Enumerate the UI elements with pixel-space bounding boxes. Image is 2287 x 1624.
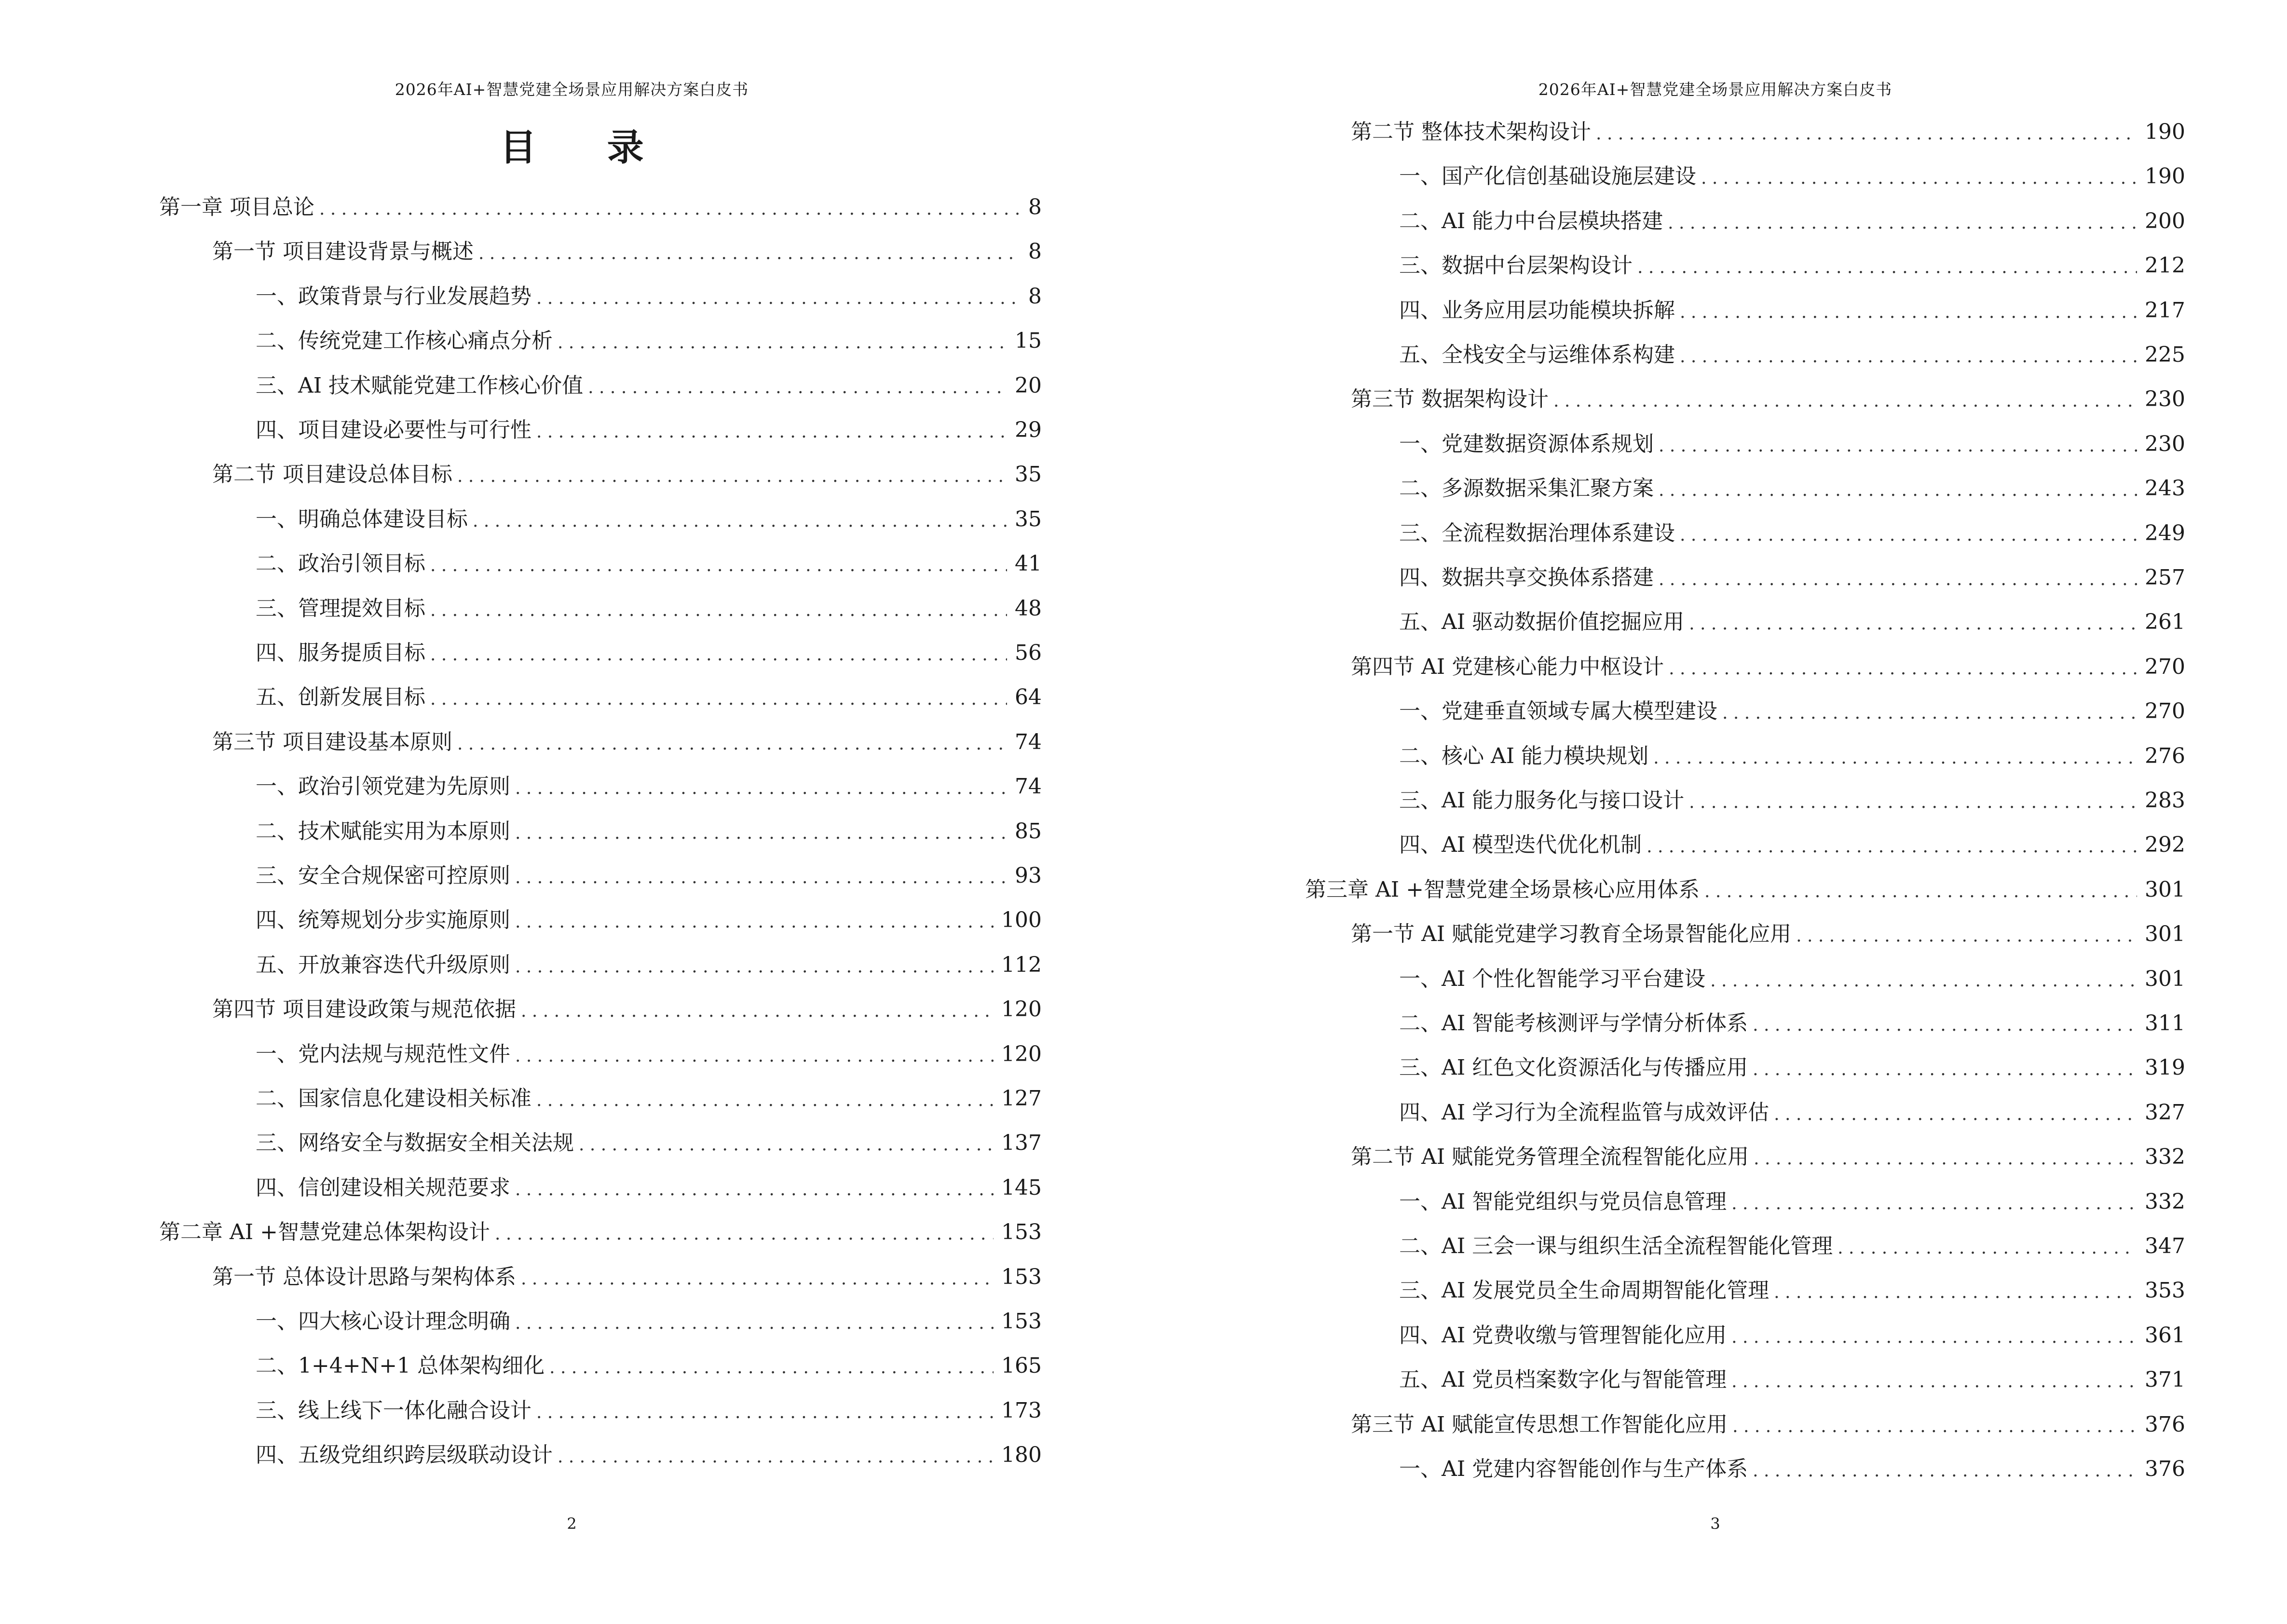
toc-entry[interactable]: [1351, 118, 2185, 147]
dot-leader: [1689, 612, 2137, 637]
toc-entry-title: 三、网络安全与数据安全相关法规: [256, 1131, 574, 1156]
dot-leader: [1680, 523, 2137, 548]
toc-entry[interactable]: [212, 995, 1042, 1024]
toc-entry[interactable]: [256, 1351, 1042, 1380]
toc-entry[interactable]: [1351, 1410, 2185, 1439]
toc-entry[interactable]: [1399, 1276, 2185, 1305]
toc-entry[interactable]: [1351, 920, 2185, 949]
toc-entry-page-number: 15: [1015, 328, 1042, 354]
toc-entry-page-number: 153: [1001, 1309, 1042, 1334]
running-header: 2026年AI+智慧党建全场景应用解决方案白皮书: [1538, 80, 1892, 99]
toc-entry-title: 五、AI 驱动数据价值挖掘应用: [1399, 610, 1685, 635]
dot-leader: [1753, 1459, 2137, 1484]
toc-entry-page-number: 48: [1015, 596, 1042, 621]
toc-entry-page-number: 8: [1028, 284, 1042, 309]
toc-entry-title: 第三节 项目建设基本原则: [212, 729, 452, 754]
toc-entry-page-number: 93: [1015, 863, 1042, 888]
toc-entry-title: 二、政治引领目标: [256, 551, 425, 576]
toc-entry-title: 三、数据中台层架构设计: [1399, 253, 1633, 278]
toc-entry-title: 三、安全合规保密可控原则: [256, 863, 510, 888]
toc-entry-page-number: 230: [2145, 387, 2185, 412]
dot-leader: [1731, 1369, 2137, 1394]
toc-entry-page-number: 301: [2145, 966, 2185, 991]
toc-entry[interactable]: [1399, 251, 2185, 280]
toc-entry[interactable]: [1399, 1232, 2185, 1261]
toc-entry-page-number: 35: [1015, 462, 1042, 487]
dot-leader: [536, 1088, 994, 1113]
toc-entry[interactable]: [1399, 296, 2185, 325]
toc-entry-page-number: 217: [2145, 298, 2185, 323]
dot-leader: [1731, 1191, 2137, 1216]
dot-leader: [1710, 969, 2137, 994]
toc-entry-title: 五、创新发展目标: [256, 685, 425, 710]
toc-entry-page-number: 225: [2145, 342, 2185, 367]
toc-entry[interactable]: [1399, 1009, 2185, 1038]
toc-entry-page-number: 120: [1001, 997, 1042, 1022]
toc-entry-title: 第四节 AI 党建核心能力中枢设计: [1351, 654, 1664, 679]
dot-leader: [549, 1355, 994, 1380]
dot-leader: [457, 464, 1007, 489]
toc-entry-page-number: 64: [1015, 685, 1042, 710]
dot-leader: [1722, 701, 2137, 726]
toc-entry-title: 一、AI 党建内容智能创作与生产体系: [1399, 1457, 1748, 1481]
right-page: [1144, 0, 2287, 1624]
toc-entry[interactable]: [1399, 786, 2185, 815]
toc-entry-page-number: 35: [1015, 506, 1042, 532]
toc-entry[interactable]: [212, 460, 1042, 489]
dot-leader: [558, 330, 1007, 355]
toc-entry-page-number: 301: [2145, 877, 2185, 902]
toc-entry-page-number: 371: [2145, 1367, 2185, 1392]
dot-leader: [536, 286, 1021, 311]
dot-leader: [515, 865, 1007, 890]
toc-entry-title: 五、开放兼容迭代升级原则: [256, 952, 510, 977]
toc-entry-page-number: 243: [2145, 476, 2185, 501]
toc-entry[interactable]: [256, 282, 1042, 311]
toc-entry-title: 第二节 整体技术架构设计: [1351, 120, 1591, 144]
toc-entry-page-number: 257: [2145, 565, 2185, 590]
toc-entry[interactable]: [1399, 430, 2185, 459]
toc-entry-page-number: 261: [2145, 610, 2185, 635]
toc-entry-title: 一、AI 个性化智能学习平台建设: [1399, 966, 1706, 991]
toc-entry-page-number: 249: [2145, 520, 2185, 546]
toc-entry-page-number: 173: [1001, 1398, 1042, 1423]
toc-entry-title: 三、AI 技术赋能党建工作核心价值: [256, 373, 584, 398]
toc-entry-page-number: 74: [1015, 729, 1042, 754]
toc-entry-title: 四、AI 模型迭代优化机制: [1399, 832, 1642, 858]
toc-entry-page-number: 276: [2145, 743, 2185, 768]
toc-entry-page-number: 292: [2145, 832, 2185, 858]
toc-entry[interactable]: [256, 1307, 1042, 1336]
dot-leader: [536, 420, 1007, 445]
toc-entry[interactable]: [212, 1263, 1042, 1292]
toc-entry-title: 一、党建垂直领域专属大模型建设: [1399, 699, 1717, 724]
toc-entry-title: 第一节 项目建设背景与概述: [212, 239, 474, 264]
toc-entry-page-number: 190: [2145, 164, 2185, 189]
dot-leader: [1774, 1102, 2137, 1127]
toc-entry-title: 四、五级党组织跨层级联动设计: [256, 1443, 553, 1468]
toc-entry[interactable]: [1399, 1365, 2185, 1394]
toc-entry-title: 一、AI 智能党组织与党员信息管理: [1399, 1189, 1727, 1214]
toc-entry-title: 四、数据共享交换体系搭建: [1399, 565, 1654, 590]
toc-entry[interactable]: [1399, 1053, 2185, 1082]
dot-leader: [430, 642, 1007, 668]
dot-leader: [536, 1400, 994, 1425]
toc-entry-title: 四、AI 学习行为全流程监管与成效评估: [1399, 1100, 1770, 1125]
dot-leader: [588, 375, 1007, 400]
toc-entry-page-number: 270: [2145, 654, 2185, 679]
dot-leader: [1659, 434, 2137, 459]
toc-entry-title: 四、信创建设相关规范要求: [256, 1175, 510, 1200]
dot-leader: [1732, 1414, 2137, 1439]
toc-entry-title: 三、AI 能力服务化与接口设计: [1399, 788, 1685, 813]
toc-entry-title: 四、业务应用层功能模块拆解: [1399, 298, 1675, 323]
dot-leader: [1754, 1146, 2137, 1172]
toc-entry[interactable]: [256, 772, 1042, 801]
toc-entry-title: 五、全栈安全与运维体系构建: [1399, 342, 1675, 367]
toc-entry-title: 二、传统党建工作核心痛点分析: [256, 328, 553, 354]
dot-leader: [1669, 656, 2137, 682]
dot-leader: [1637, 255, 2137, 280]
dot-leader: [430, 553, 1007, 578]
toc-entry-title: 一、四大核心设计理念明确: [256, 1309, 510, 1334]
dot-leader: [1689, 790, 2137, 815]
toc-entry-title: 三、AI 发展党员全生命周期智能化管理: [1399, 1278, 1770, 1303]
toc-entry-title: 四、项目建设必要性与可行性: [256, 418, 531, 442]
dot-leader: [1796, 924, 2137, 949]
toc-entry-title: 第二节 项目建设总体目标: [212, 462, 452, 487]
dot-leader: [495, 1222, 994, 1247]
toc-entry-page-number: 153: [1001, 1220, 1042, 1245]
toc-entry[interactable]: [1399, 608, 2185, 637]
toc-entry-page-number: 20: [1015, 373, 1042, 398]
toc-entry-title: 第三章 AI +智慧党建全场景核心应用体系: [1305, 877, 1700, 902]
dot-leader: [478, 241, 1021, 266]
toc-entry[interactable]: [1399, 162, 2185, 191]
toc-entry[interactable]: [1351, 653, 2185, 682]
toc-entry-page-number: 85: [1015, 819, 1042, 844]
toc-entry-title: 第二节 AI 赋能党务管理全流程智能化应用: [1351, 1145, 1749, 1170]
toc-entry-title: 三、全流程数据治理体系建设: [1399, 520, 1675, 546]
dot-leader: [515, 955, 994, 980]
toc-entry-page-number: 301: [2145, 922, 2185, 947]
toc-entry[interactable]: [256, 1174, 1042, 1202]
dot-leader: [430, 598, 1007, 623]
toc-entry-title: 第一节 总体设计思路与架构体系: [212, 1264, 516, 1289]
toc-entry[interactable]: [159, 1218, 1042, 1247]
toc-entry-title: 二、AI 三会一课与组织生活全流程智能化管理: [1399, 1234, 1833, 1258]
toc-entry-title: 第四节 项目建设政策与规范依据: [212, 997, 516, 1022]
dot-leader: [1668, 211, 2137, 236]
toc-entry[interactable]: [256, 817, 1042, 846]
dot-leader: [1680, 344, 2137, 369]
toc-entry[interactable]: [256, 1040, 1042, 1069]
toc-entry-page-number: 319: [2145, 1055, 2185, 1080]
toc-entry[interactable]: [256, 683, 1042, 712]
toc-entry[interactable]: [159, 193, 1042, 222]
toc-entry[interactable]: [256, 1441, 1042, 1470]
toc-entry[interactable]: [1399, 1187, 2185, 1216]
dot-leader: [1647, 834, 2137, 860]
running-header: 2026年AI+智慧党建全场景应用解决方案白皮书: [395, 80, 749, 99]
dot-leader: [521, 999, 994, 1024]
toc-entry-page-number: 8: [1028, 239, 1042, 264]
toc-entry-page-number: 327: [2145, 1100, 2185, 1125]
toc-entry[interactable]: [1399, 1098, 2185, 1127]
dot-leader: [579, 1133, 994, 1158]
dot-leader: [319, 197, 1021, 222]
dot-leader: [1553, 389, 2137, 414]
toc-entry-page-number: 332: [2145, 1145, 2185, 1170]
toc-entry-title: 第一章 项目总论: [159, 195, 314, 219]
toc-entry-page-number: 200: [2145, 208, 2185, 233]
dot-leader: [515, 910, 994, 935]
toc-entry-page-number: 190: [2145, 120, 2185, 144]
toc-entry[interactable]: [256, 951, 1042, 980]
toc-entry[interactable]: [256, 906, 1042, 935]
dot-leader: [515, 821, 1007, 846]
toc-entry[interactable]: [212, 237, 1042, 266]
toc-entry-page-number: 353: [2145, 1278, 2185, 1303]
toc-entry[interactable]: [256, 861, 1042, 890]
dot-leader: [1704, 879, 2137, 904]
toc-entry-title: 第一节 AI 赋能党建学习教育全场景智能化应用: [1351, 922, 1792, 947]
toc-entry[interactable]: [256, 505, 1042, 534]
toc-entry-title: 五、AI 党员档案数字化与智能管理: [1399, 1367, 1727, 1392]
toc-entry-title: 一、党内法规与规范性文件: [256, 1041, 510, 1066]
toc-entry-title: 一、政治引领党建为先原则: [256, 774, 510, 799]
toc-entry-page-number: 29: [1015, 418, 1042, 442]
toc-entry[interactable]: [256, 327, 1042, 355]
dot-leader: [1753, 1057, 2137, 1082]
dot-leader: [1680, 300, 2137, 325]
toc-entry[interactable]: [256, 639, 1042, 668]
toc-entry-page-number: 41: [1015, 551, 1042, 576]
toc-entry-title: 二、1+4+N+1 总体架构细化: [256, 1353, 545, 1378]
toc-entry-page-number: 180: [1001, 1443, 1042, 1468]
dot-leader: [1774, 1280, 2137, 1305]
toc-entry-title: 第三节 数据架构设计: [1351, 387, 1549, 412]
toc-entry[interactable]: [1399, 1455, 2185, 1484]
dot-leader: [515, 776, 1007, 801]
dot-leader: [521, 1267, 994, 1292]
toc-entry-title: 三、AI 红色文化资源活化与传播应用: [1399, 1055, 1748, 1080]
toc-entry[interactable]: [1351, 1143, 2185, 1172]
toc-entry-title: 二、国家信息化建设相关标准: [256, 1086, 531, 1111]
dot-leader: [1753, 1013, 2137, 1038]
dot-leader: [558, 1445, 994, 1470]
toc-entry-page-number: 283: [2145, 788, 2185, 813]
toc-entry-page-number: 332: [2145, 1189, 2185, 1214]
dot-leader: [1701, 166, 2137, 191]
toc-entry[interactable]: [256, 371, 1042, 400]
toc-entry-title: 三、管理提效目标: [256, 596, 425, 621]
toc-entry-title: 一、国产化信创基础设施层建设: [1399, 164, 1696, 189]
toc-entry[interactable]: [1399, 697, 2185, 726]
toc-entry[interactable]: [1399, 965, 2185, 994]
toc-entry-page-number: 145: [1001, 1175, 1042, 1200]
toc-entry-title: 二、AI 智能考核测评与学情分析体系: [1399, 1011, 1748, 1036]
toc-entry[interactable]: [1399, 207, 2185, 236]
toc-entry-title: 一、明确总体建设目标: [256, 506, 468, 532]
dot-leader: [1659, 478, 2137, 503]
page-number: 2: [567, 1515, 577, 1533]
toc-entry[interactable]: [256, 416, 1042, 445]
toc-entry-page-number: 74: [1015, 774, 1042, 799]
dot-leader: [473, 509, 1007, 534]
toc-entry-title: 四、统筹规划分步实施原则: [256, 908, 510, 933]
toc-entry-page-number: 100: [1001, 908, 1042, 933]
toc-entry[interactable]: [1399, 563, 2185, 592]
toc-entry-title: 第二章 AI +智慧党建总体架构设计: [159, 1220, 490, 1245]
toc-entry-page-number: 376: [2145, 1412, 2185, 1437]
toc-entry[interactable]: [256, 1396, 1042, 1425]
toc-entry[interactable]: [1399, 474, 2185, 503]
toc-entry-title: 一、党建数据资源体系规划: [1399, 431, 1654, 456]
toc-entry-title: 二、多源数据采集汇聚方案: [1399, 476, 1654, 501]
dot-leader: [515, 1177, 994, 1202]
toc-entry[interactable]: [256, 1129, 1042, 1158]
toc-entry[interactable]: [1399, 742, 2185, 771]
toc-entry-title: 一、政策背景与行业发展趋势: [256, 284, 531, 309]
dot-leader: [430, 687, 1007, 712]
dot-leader: [1838, 1236, 2137, 1261]
toc-entry-page-number: 137: [1001, 1131, 1042, 1156]
toc-entry-page-number: 120: [1001, 1041, 1042, 1066]
dot-leader: [1659, 567, 2137, 592]
toc-entry[interactable]: [256, 1084, 1042, 1113]
toc-entry[interactable]: [1399, 1321, 2185, 1350]
toc-entry-page-number: 56: [1015, 641, 1042, 665]
dot-leader: [515, 1044, 994, 1069]
toc-entry-page-number: 8: [1028, 195, 1042, 219]
toc-entry[interactable]: [1351, 385, 2185, 414]
toc-entry-title: 第三节 AI 赋能宣传思想工作智能化应用: [1351, 1412, 1728, 1437]
toc-entry[interactable]: [256, 594, 1042, 623]
toc-entry-page-number: 376: [2145, 1457, 2185, 1481]
toc-entry-title: 四、服务提质目标: [256, 641, 425, 665]
toc-entry-page-number: 361: [2145, 1323, 2185, 1348]
dot-leader: [515, 1311, 994, 1336]
toc-entry-page-number: 230: [2145, 431, 2185, 456]
toc-entry-page-number: 127: [1001, 1086, 1042, 1111]
toc-entry[interactable]: [1305, 875, 2185, 904]
toc-entry[interactable]: [1399, 831, 2185, 860]
toc-entry-page-number: 112: [1001, 952, 1042, 977]
toc-entry-page-number: 153: [1001, 1264, 1042, 1289]
toc-entry[interactable]: [1399, 519, 2185, 548]
toc-entry-title: 二、核心 AI 能力模块规划: [1399, 743, 1649, 768]
toc-entry-title: 二、AI 能力中台层模块搭建: [1399, 208, 1663, 233]
dot-leader: [1731, 1325, 2137, 1350]
toc-entry-page-number: 347: [2145, 1234, 2185, 1258]
toc-title: 目 录: [500, 126, 673, 169]
toc-entry[interactable]: [256, 549, 1042, 578]
page-number: 3: [1710, 1515, 1720, 1533]
toc-entry[interactable]: [1399, 341, 2185, 369]
toc-entry[interactable]: [212, 728, 1042, 757]
toc-entry-title: 二、技术赋能实用为本原则: [256, 819, 510, 844]
toc-entry-title: 四、AI 党费收缴与管理智能化应用: [1399, 1323, 1727, 1348]
toc-entry-page-number: 165: [1001, 1353, 1042, 1378]
toc-entry-page-number: 212: [2145, 253, 2185, 278]
toc-entry-page-number: 311: [2145, 1011, 2185, 1036]
dot-leader: [1596, 122, 2137, 147]
toc-entry-title: 三、线上线下一体化融合设计: [256, 1398, 531, 1423]
dot-leader: [457, 732, 1007, 757]
toc-entry-page-number: 270: [2145, 699, 2185, 724]
dot-leader: [1653, 746, 2137, 771]
